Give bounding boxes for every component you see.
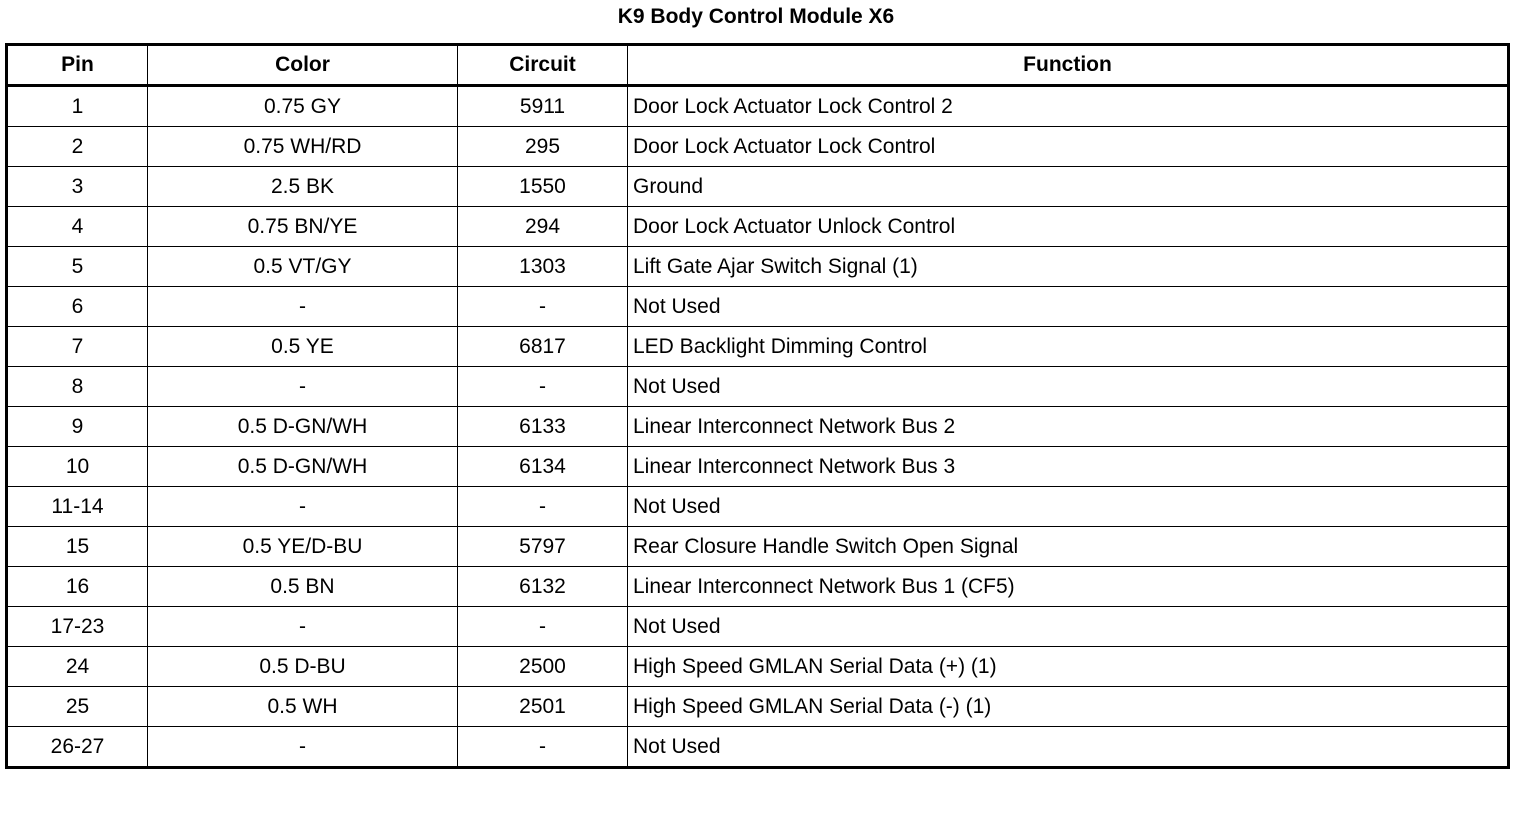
cell-color: 0.5 D-GN/WH	[148, 407, 458, 447]
cell-function: Door Lock Actuator Lock Control	[628, 127, 1509, 167]
connector-pinout-table	[5, 43, 1510, 769]
cell-function: Lift Gate Ajar Switch Signal (1)	[628, 247, 1509, 287]
cell-function: Not Used	[628, 487, 1509, 527]
table-row	[7, 327, 1509, 367]
table-row	[7, 447, 1509, 487]
cell-circuit: -	[458, 367, 628, 407]
table-body	[7, 86, 1509, 768]
cell-color: -	[148, 607, 458, 647]
cell-color: 0.75 WH/RD	[148, 127, 458, 167]
cell-pin: 24	[7, 647, 148, 687]
cell-pin: 1	[7, 86, 148, 127]
column-header-function: Function	[628, 45, 1509, 86]
cell-pin: 6	[7, 287, 148, 327]
cell-function: Linear Interconnect Network Bus 1 (CF5)	[628, 567, 1509, 607]
cell-function: Not Used	[628, 607, 1509, 647]
table-row	[7, 687, 1509, 727]
cell-circuit: 1303	[458, 247, 628, 287]
cell-function: LED Backlight Dimming Control	[628, 327, 1509, 367]
cell-circuit: 1550	[458, 167, 628, 207]
cell-color: 0.75 BN/YE	[148, 207, 458, 247]
cell-function: High Speed GMLAN Serial Data (+) (1)	[628, 647, 1509, 687]
cell-pin: 2	[7, 127, 148, 167]
cell-circuit: -	[458, 287, 628, 327]
cell-pin: 16	[7, 567, 148, 607]
cell-color: -	[148, 727, 458, 768]
cell-color: -	[148, 487, 458, 527]
table-header	[7, 45, 1509, 86]
cell-function: Not Used	[628, 287, 1509, 327]
cell-function: Door Lock Actuator Unlock Control	[628, 207, 1509, 247]
table-row	[7, 567, 1509, 607]
cell-color: 2.5 BK	[148, 167, 458, 207]
cell-pin: 17-23	[7, 607, 148, 647]
cell-color: 0.5 WH	[148, 687, 458, 727]
table-row	[7, 407, 1509, 447]
column-header-pin: Pin	[7, 45, 148, 86]
cell-circuit: 2500	[458, 647, 628, 687]
cell-function: High Speed GMLAN Serial Data (-) (1)	[628, 687, 1509, 727]
cell-circuit: -	[458, 727, 628, 768]
cell-function: Linear Interconnect Network Bus 3	[628, 447, 1509, 487]
page-title: K9 Body Control Module X6	[617, 5, 895, 28]
table-row	[7, 607, 1509, 647]
cell-function: Not Used	[628, 367, 1509, 407]
table-row	[7, 127, 1509, 167]
cell-circuit: 5911	[458, 86, 628, 127]
cell-pin: 5	[7, 247, 148, 287]
table-row	[7, 527, 1509, 567]
table-row	[7, 487, 1509, 527]
table-row	[7, 86, 1509, 127]
cell-color: 0.75 GY	[148, 86, 458, 127]
cell-pin: 7	[7, 327, 148, 367]
cell-pin: 25	[7, 687, 148, 727]
cell-pin: 3	[7, 167, 148, 207]
table-row	[7, 247, 1509, 287]
column-header-color: Color	[148, 45, 458, 86]
header-row	[7, 45, 1509, 86]
cell-pin: 26-27	[7, 727, 148, 768]
cell-function: Door Lock Actuator Lock Control 2	[628, 86, 1509, 127]
cell-pin: 4	[7, 207, 148, 247]
cell-color: 0.5 D-BU	[148, 647, 458, 687]
cell-circuit: 6134	[458, 447, 628, 487]
table-row	[7, 287, 1509, 327]
cell-circuit: 6817	[458, 327, 628, 367]
cell-color: 0.5 YE	[148, 327, 458, 367]
table-row	[7, 647, 1509, 687]
cell-circuit: -	[458, 607, 628, 647]
cell-color: -	[148, 287, 458, 327]
cell-pin: 15	[7, 527, 148, 567]
cell-pin: 9	[7, 407, 148, 447]
column-header-circuit: Circuit	[458, 45, 628, 86]
table-row	[7, 727, 1509, 768]
cell-color: 0.5 D-GN/WH	[148, 447, 458, 487]
cell-function: Not Used	[628, 727, 1509, 768]
cell-pin: 10	[7, 447, 148, 487]
cell-circuit: 6133	[458, 407, 628, 447]
cell-color: 0.5 VT/GY	[148, 247, 458, 287]
cell-color: 0.5 YE/D-BU	[148, 527, 458, 567]
cell-circuit: 5797	[458, 527, 628, 567]
table-row	[7, 367, 1509, 407]
cell-color: 0.5 BN	[148, 567, 458, 607]
cell-function: Rear Closure Handle Switch Open Signal	[628, 527, 1509, 567]
table-row	[7, 167, 1509, 207]
cell-color: -	[148, 367, 458, 407]
cell-circuit: 6132	[458, 567, 628, 607]
cell-circuit: 294	[458, 207, 628, 247]
cell-circuit: 295	[458, 127, 628, 167]
table-row	[7, 207, 1509, 247]
cell-function: Ground	[628, 167, 1509, 207]
cell-function: Linear Interconnect Network Bus 2	[628, 407, 1509, 447]
cell-pin: 8	[7, 367, 148, 407]
cell-pin: 11-14	[7, 487, 148, 527]
cell-circuit: -	[458, 487, 628, 527]
cell-circuit: 2501	[458, 687, 628, 727]
connector-table-container	[5, 43, 1510, 769]
